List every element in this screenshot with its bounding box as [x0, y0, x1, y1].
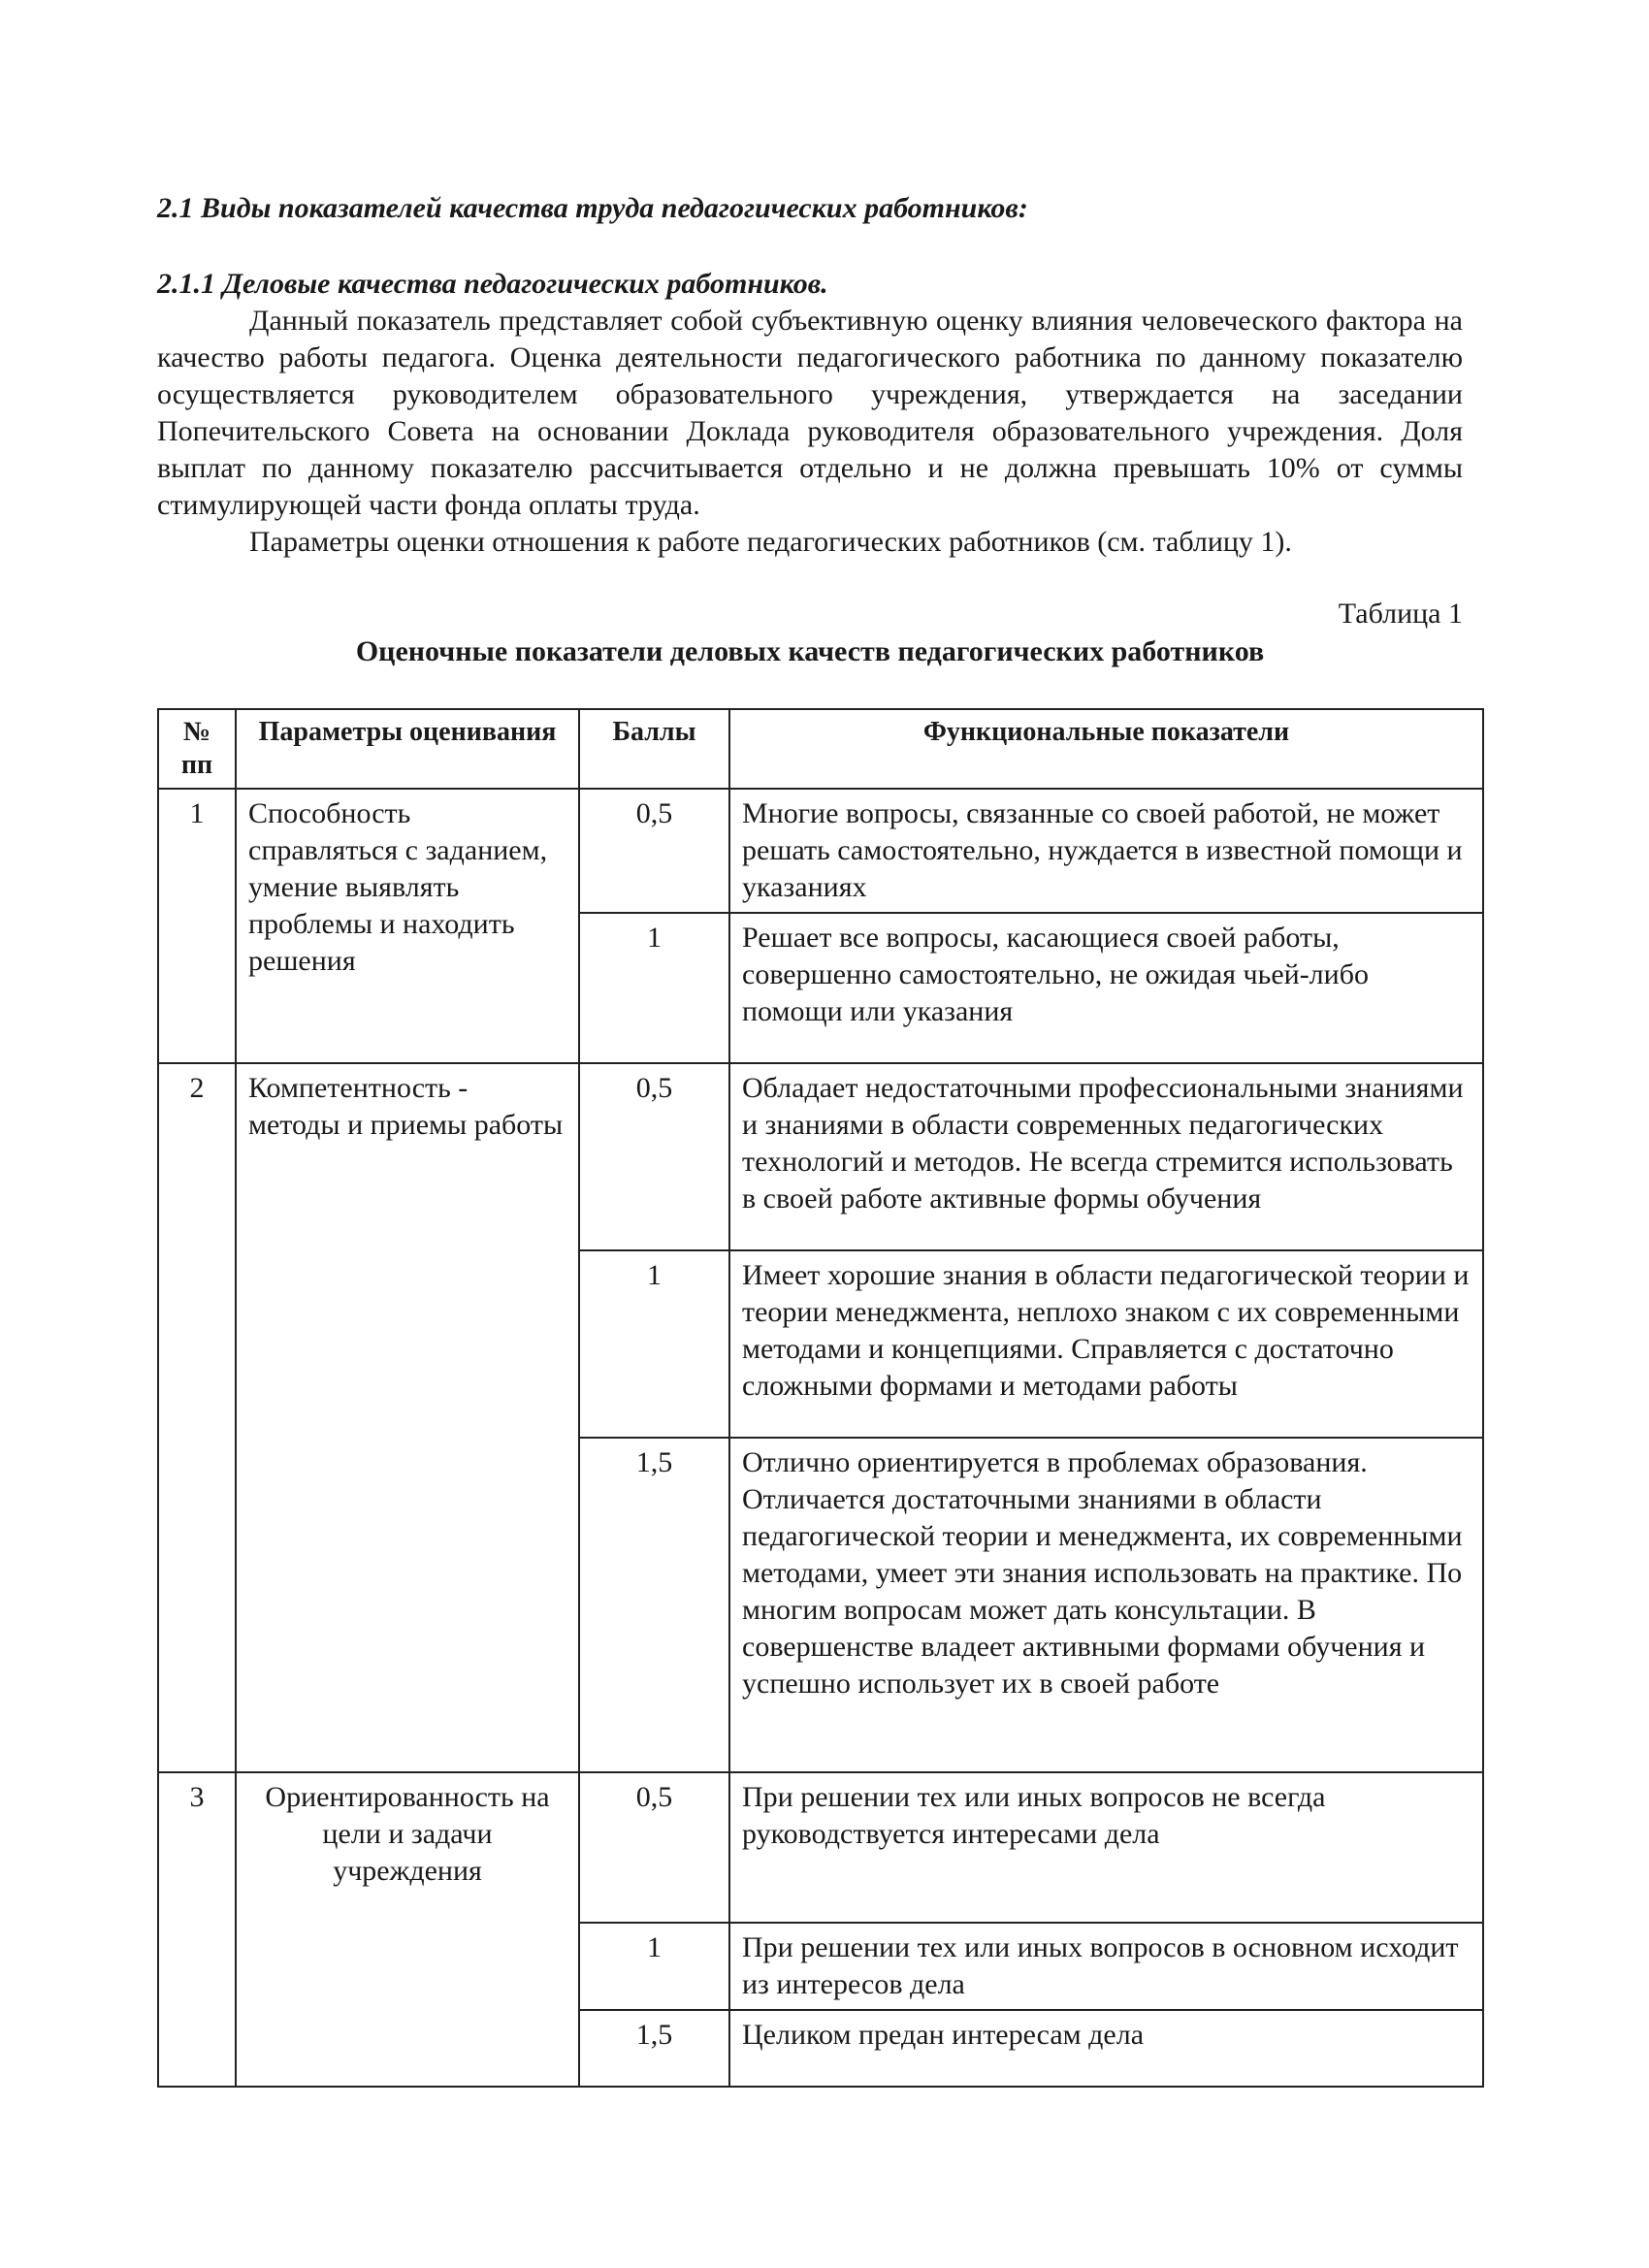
table-header-row	[158, 709, 1483, 789]
paragraph-reference: Параметры оценки отношения к работе педагогических работников (см. таблицу 1).	[249, 526, 1292, 558]
row-indicator: Многие вопросы, связанные со своей работой, не может решать самостоятельно, нуждается в известной помощи и указаниях	[729, 789, 1483, 913]
row-score: 1	[579, 1923, 729, 2010]
row-indicator: Целиком предан интересам дела	[729, 2010, 1483, 2087]
table-caption: Таблица 1	[1338, 598, 1463, 630]
row-indicator: Решает все вопросы, касающиеся своей работы, совершенно самостоятельно, не ожидая чьей-либо помощи или указания	[729, 913, 1483, 1063]
row-param: Ориентированность на цели и задачи учреждения	[236, 1772, 579, 2087]
row-num: 1	[158, 789, 236, 1063]
header-num: № пп	[158, 709, 236, 789]
row-score: 0,5	[579, 1772, 729, 1923]
row-indicator: При решении тех или иных вопросов в основном исходит из интересов дела	[729, 1923, 1483, 2010]
row-indicator: Имеет хорошие знания в области педагогической теории и теории менеджмента, неплохо знаком с их современными методами и концепциями. Справляется с достаточно сложными формами и методами работы	[729, 1250, 1483, 1438]
row-indicator: Отлично ориентируется в проблемах образования. Отличается достаточными знаниями в области педагогической теории и менеджмента, их современными методами, умеет эти знания использовать на практике. По многим вопросам может дать консультации. В совершенстве владеет активными формами обучения и успешно использует их в своей работе	[729, 1438, 1483, 1772]
row-score: 1,5	[579, 2010, 729, 2087]
row-score: 1	[579, 1250, 729, 1438]
row-param: Компетентность - методы и приемы работы	[236, 1063, 579, 1772]
row-num: 2	[158, 1063, 236, 1772]
row-score: 0,5	[579, 789, 729, 913]
row-score: 1	[579, 913, 729, 1063]
section-heading: 2.1 Виды показателей качества труда педагогических работников:	[157, 192, 1028, 224]
table-row	[158, 1772, 1483, 1923]
row-num: 3	[158, 1772, 236, 2087]
evaluation-table	[157, 708, 1484, 2088]
body-text	[157, 303, 1463, 561]
header-param: Параметры оценивания	[236, 709, 579, 789]
table-title: Оценочные показатели деловых качеств педагогических работников	[355, 635, 1265, 667]
table-row	[158, 1063, 1483, 1250]
row-indicator: При решении тех или иных вопросов не всегда руководствуется интересами дела	[729, 1772, 1483, 1923]
table-row	[158, 789, 1483, 913]
paragraph-description: Данный показатель представляет собой субъективную оценку влияния человеческого фактора на качество работы педагога. Оценка деятельности педагогического работника по данному показателю осуществляется руководителем образовательного учреждения, утверждается на заседании Попечительского Совета на основании Доклада руководителя образовательного учреждения. Доля выплат по данному показателю рассчитывается отдельно и не должна превышать 10% от суммы стимулирующей части фонда оплаты труда.	[157, 305, 1463, 521]
row-score: 0,5	[579, 1063, 729, 1250]
row-score: 1,5	[579, 1438, 729, 1772]
header-score: Баллы	[579, 709, 729, 789]
row-indicator: Обладает недостаточными профессиональными знаниями и знаниями в области современных педагогических технологий и методов. Не всегда стремится использовать в своей работе активные формы обучения	[729, 1063, 1483, 1250]
subsection-heading: 2.1.1 Деловые качества педагогических работников.	[157, 268, 828, 300]
row-param: Способность справляться с заданием, умение выявлять проблемы и находить решения	[236, 789, 579, 1063]
header-indicators: Функциональные показатели	[729, 709, 1483, 789]
